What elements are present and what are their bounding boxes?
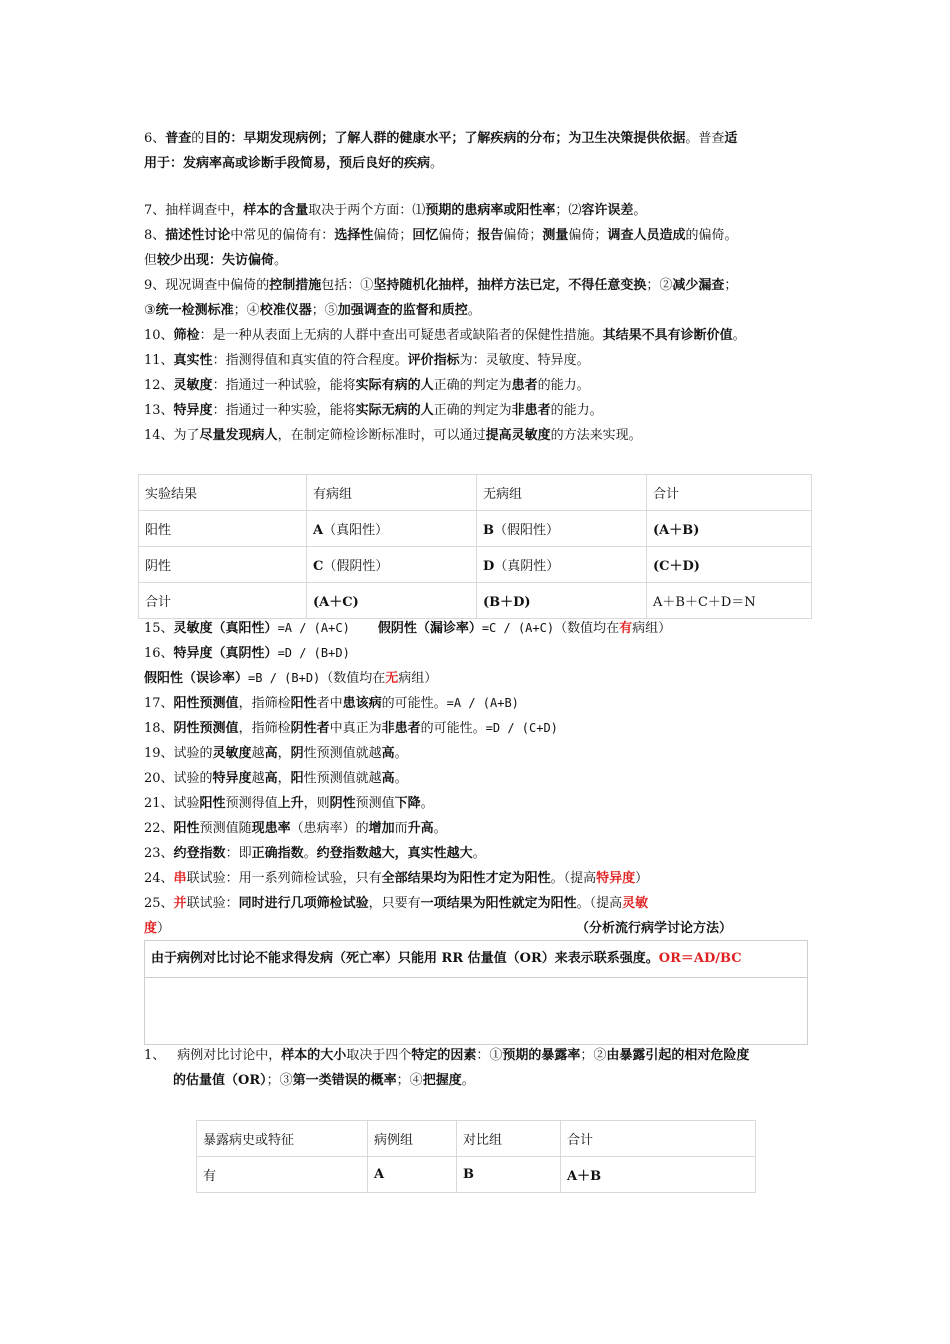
table-cell: A＋B bbox=[561, 1157, 756, 1193]
item-21: 21、试验阳性预测得值上升，则阴性预测值下降。 bbox=[144, 796, 434, 811]
exposure-table bbox=[196, 1120, 756, 1193]
table-header-cell: 实验结果 bbox=[139, 475, 307, 511]
case-control-item-1-line1: 1、 病例对比讨论中，样本的大小取决于四个特定的因素：①预期的暴露率；②由暴露引起的相对危险度 bbox=[144, 1048, 750, 1063]
item-18: 18、阴性预测值，指筛检阴性者中真正为非患者的可能性。=D / (C+D) bbox=[144, 721, 558, 736]
table-row bbox=[197, 1157, 756, 1193]
item-7: 7、抽样调查中，样本的含量取决于两个方面：⑴预期的患病率或阳性率；⑵容许误差。 bbox=[144, 203, 647, 218]
table-header-cell: 病例组 bbox=[368, 1121, 457, 1157]
item-15: 15、灵敏度（真阳性）=A / (A+C) 假阴性（漏诊率）=C / (A+C)（数值均在有病组） bbox=[144, 621, 672, 636]
table-cell: A（真阳性） bbox=[307, 511, 477, 547]
item-13: 13、特异度：指通过一种实验，能将实际无病的人正确的判定为非患者的能力。 bbox=[144, 403, 603, 418]
item-19: 19、试验的灵敏度越高，阴性预测值就越高。 bbox=[144, 746, 408, 761]
screening-result-table bbox=[138, 474, 812, 619]
table-cell: 有 bbox=[197, 1157, 368, 1193]
item-23: 23、约登指数：即正确指数。约登指数越大，真实性越大。 bbox=[144, 846, 486, 861]
item-22: 22、阳性预测值随现患率（患病率）的增加而升高。 bbox=[144, 821, 447, 836]
table-cell: 阳性 bbox=[139, 511, 307, 547]
item-12: 12、灵敏度：指通过一种试验，能将实际有病的人正确的判定为患者的能力。 bbox=[144, 378, 590, 393]
item-9-line1: 9、现况调查中偏倚的控制措施包括：①坚持随机化抽样，抽样方法已定，不得任意变换；②减少漏查； bbox=[144, 278, 738, 293]
table-row bbox=[139, 511, 812, 547]
item-8-line1: 8、描述性讨论中常见的偏倚有：选择性偏倚；回忆偏倚；报告偏倚；测量偏倚；调查人员造成的偏倚。 bbox=[144, 228, 738, 243]
item-9-line2: ③统一检测标准；④校准仪器；⑤加强调查的监督和质控。 bbox=[144, 303, 481, 318]
table-header-cell: 对比组 bbox=[457, 1121, 561, 1157]
table-cell: A＋B＋C＋D＝N bbox=[647, 583, 812, 619]
item-25-line1: 25、并联试验：同时进行几项筛检试验，只要有一项结果为阳性就定为阳性。（提高灵敏 bbox=[144, 896, 649, 911]
table-cell: (C＋D) bbox=[647, 547, 812, 583]
table-row bbox=[139, 583, 812, 619]
table-cell: C（假阴性） bbox=[307, 547, 477, 583]
table-cell: 合计 bbox=[139, 583, 307, 619]
table-header-row bbox=[197, 1121, 756, 1157]
note-box bbox=[144, 940, 808, 1045]
item-8-line2: 但较少出现：失访偏倚。 bbox=[144, 253, 288, 268]
item-6-line2: 用于：发病率高或诊断手段简易，预后良好的疾病。 bbox=[144, 156, 444, 171]
item-16-false-positive: 假阳性（误诊率）=B / (B+D)（数值均在无病组） bbox=[144, 671, 438, 686]
section-heading: （分析流行病学讨论方法） bbox=[576, 921, 733, 936]
document-body-3 bbox=[144, 1043, 808, 1093]
item-14: 14、为了尽量发现病人，在制定筛检诊断标准时，可以通过提高灵敏度的方法来实现。 bbox=[144, 428, 642, 443]
item-17: 17、阳性预测值，指筛检阳性者中患该病的可能性。=A / (A+B) bbox=[144, 696, 519, 711]
table-cell: (A＋C) bbox=[307, 583, 477, 619]
item-16: 16、特异度（真阴性）=D / (B+D) bbox=[144, 646, 350, 661]
item-20: 20、试验的特异度越高，阳性预测值就越高。 bbox=[144, 771, 408, 786]
table-header-cell: 暴露病史或特征 bbox=[197, 1121, 368, 1157]
item-24: 24、串联试验：用一系列筛检试验，只有全部结果均为阳性才定为阳性。（提高特异度） bbox=[144, 871, 649, 886]
table-header-cell: 合计 bbox=[561, 1121, 756, 1157]
table-cell: (B＋D) bbox=[477, 583, 647, 619]
table-cell: A bbox=[368, 1157, 457, 1193]
table-cell: (A＋B) bbox=[647, 511, 812, 547]
table-header-cell: 有病组 bbox=[307, 475, 477, 511]
item-10: 10、筛检：是一种从表面上无病的人群中查出可疑患者或缺陷者的保健性措施。其结果不具有诊断价值。 bbox=[144, 328, 746, 343]
table-row bbox=[139, 547, 812, 583]
item-6-line1: 6、普查的目的：早期发现病例；了解人群的健康水平；了解疾病的分布；为卫生决策提供依据。普查适 bbox=[144, 131, 738, 146]
document-body-2 bbox=[144, 616, 808, 941]
table-cell: D（真阴性） bbox=[477, 547, 647, 583]
table-header-row bbox=[139, 475, 812, 511]
table-cell: B（假阳性） bbox=[477, 511, 647, 547]
case-control-item-1-line2: 的估量值（OR）；③第一类错误的概率；④把握度。 bbox=[173, 1073, 475, 1088]
note-box-text: 由于病例对比讨论不能求得发病（死亡率）只能用 RR 估量值（OR）来表示联系强度。OR＝AD/BC bbox=[145, 941, 807, 978]
item-25-line2: 度） （分析流行病学讨论方法） bbox=[144, 916, 808, 941]
table-cell: B bbox=[457, 1157, 561, 1193]
table-header-cell: 无病组 bbox=[477, 475, 647, 511]
table-header-cell: 合计 bbox=[647, 475, 812, 511]
document-body bbox=[144, 126, 808, 448]
item-11: 11、真实性：指测得值和真实值的符合程度。评价指标为：灵敏度、特异度。 bbox=[144, 353, 590, 368]
table-cell: 阴性 bbox=[139, 547, 307, 583]
